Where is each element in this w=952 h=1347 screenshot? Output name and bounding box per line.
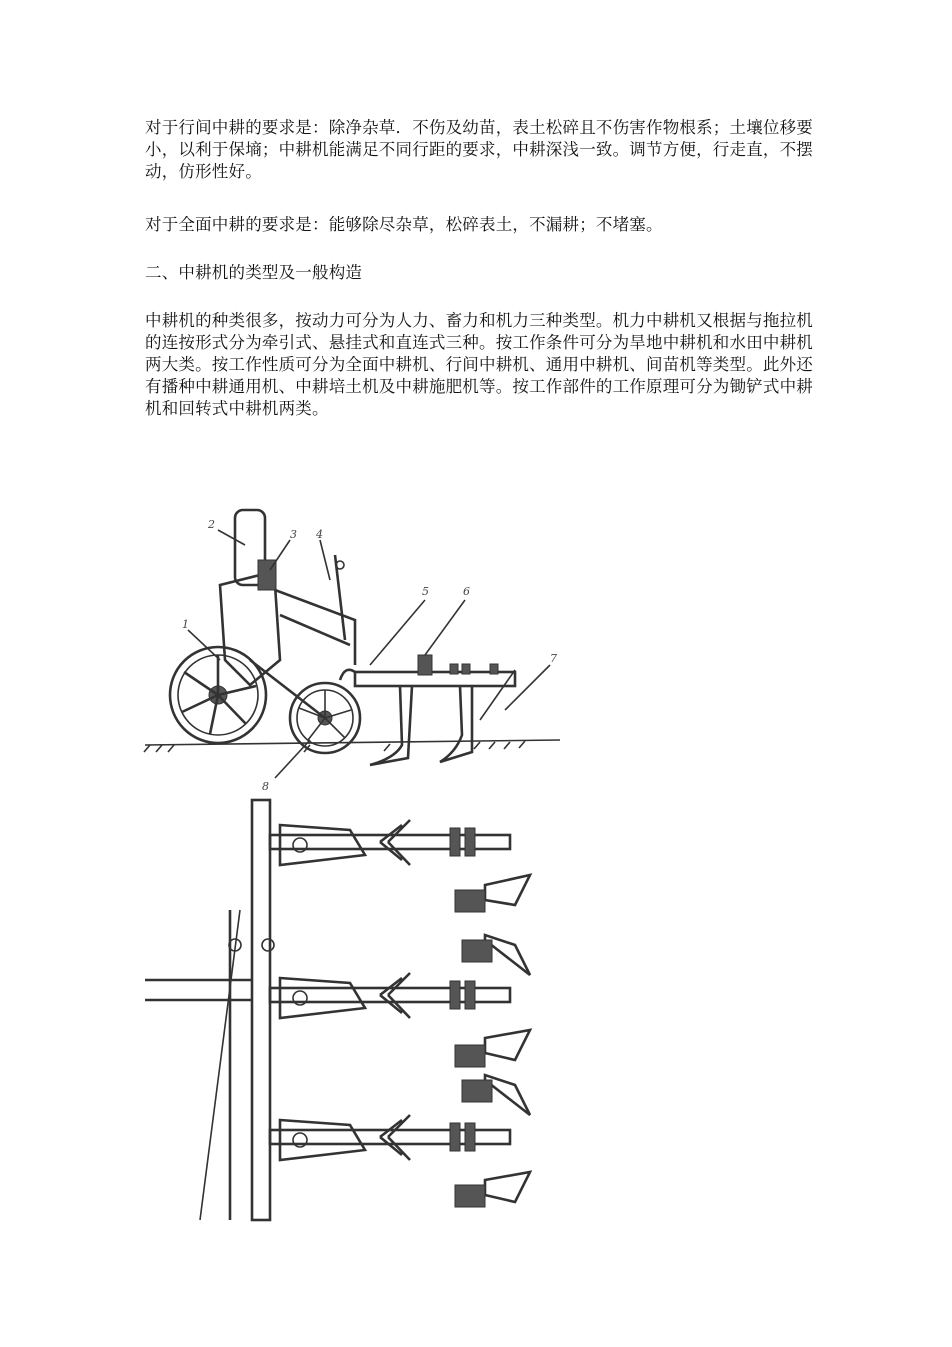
hitch-frame bbox=[220, 510, 355, 718]
label-1: 1 bbox=[182, 618, 189, 631]
label-7: 7 bbox=[550, 652, 557, 665]
side-view bbox=[144, 510, 560, 793]
tool-bar bbox=[340, 655, 515, 686]
plan-view bbox=[145, 800, 530, 1220]
label-4: 4 bbox=[316, 528, 323, 541]
sweep-tines bbox=[370, 670, 515, 765]
label-3: 3 bbox=[290, 528, 297, 541]
paragraph-full-cultivation-requirements: 对于全面中耕的要求是：能够除尽杂草，松碎表土，不漏耕；不堵塞。 bbox=[145, 215, 663, 234]
paragraph-cultivator-types: 中耕机的种类很多，按动力可分为人力、畜力和机力三种类型。机力中耕机又根据与拖拉机的连按形式分为牵引式、悬挂式和直连式三种。按工作条件可分为旱地中耕机和水田中耕机两大类。按工作性质可分为全面中耕机、行间中耕机、通用中耕机、间苗机等类型。此外还有播种中耕通用机、中耕培土机及中耕施肥机等。按工作部件的工作原理可分为锄铲式中耕机和回转式中耕机两类。 bbox=[145, 311, 813, 418]
label-8: 8 bbox=[262, 780, 269, 793]
cultivator-gang-top bbox=[270, 820, 530, 912]
label-2: 2 bbox=[208, 518, 215, 531]
cultivator-gang-bottom bbox=[270, 1075, 530, 1207]
cultivator-drawing bbox=[140, 490, 570, 1225]
cultivator-diagram bbox=[140, 490, 570, 1225]
label-6: 6 bbox=[463, 585, 470, 598]
section-heading: 二、中耕机的类型及一般构造 bbox=[145, 263, 363, 282]
paragraph-interrow-requirements: 对于行间中耕的要求是：除净杂草．不伤及幼苗，表土松碎且不伤害作物根系；土壤位移要小，以利于保墒；中耕机能满足不同行距的要求，中耕深浅一致。调节方便，行走直，不摆动，仿形性好。 bbox=[145, 118, 813, 181]
label-5: 5 bbox=[422, 585, 429, 598]
cultivator-gang-middle bbox=[270, 935, 530, 1067]
